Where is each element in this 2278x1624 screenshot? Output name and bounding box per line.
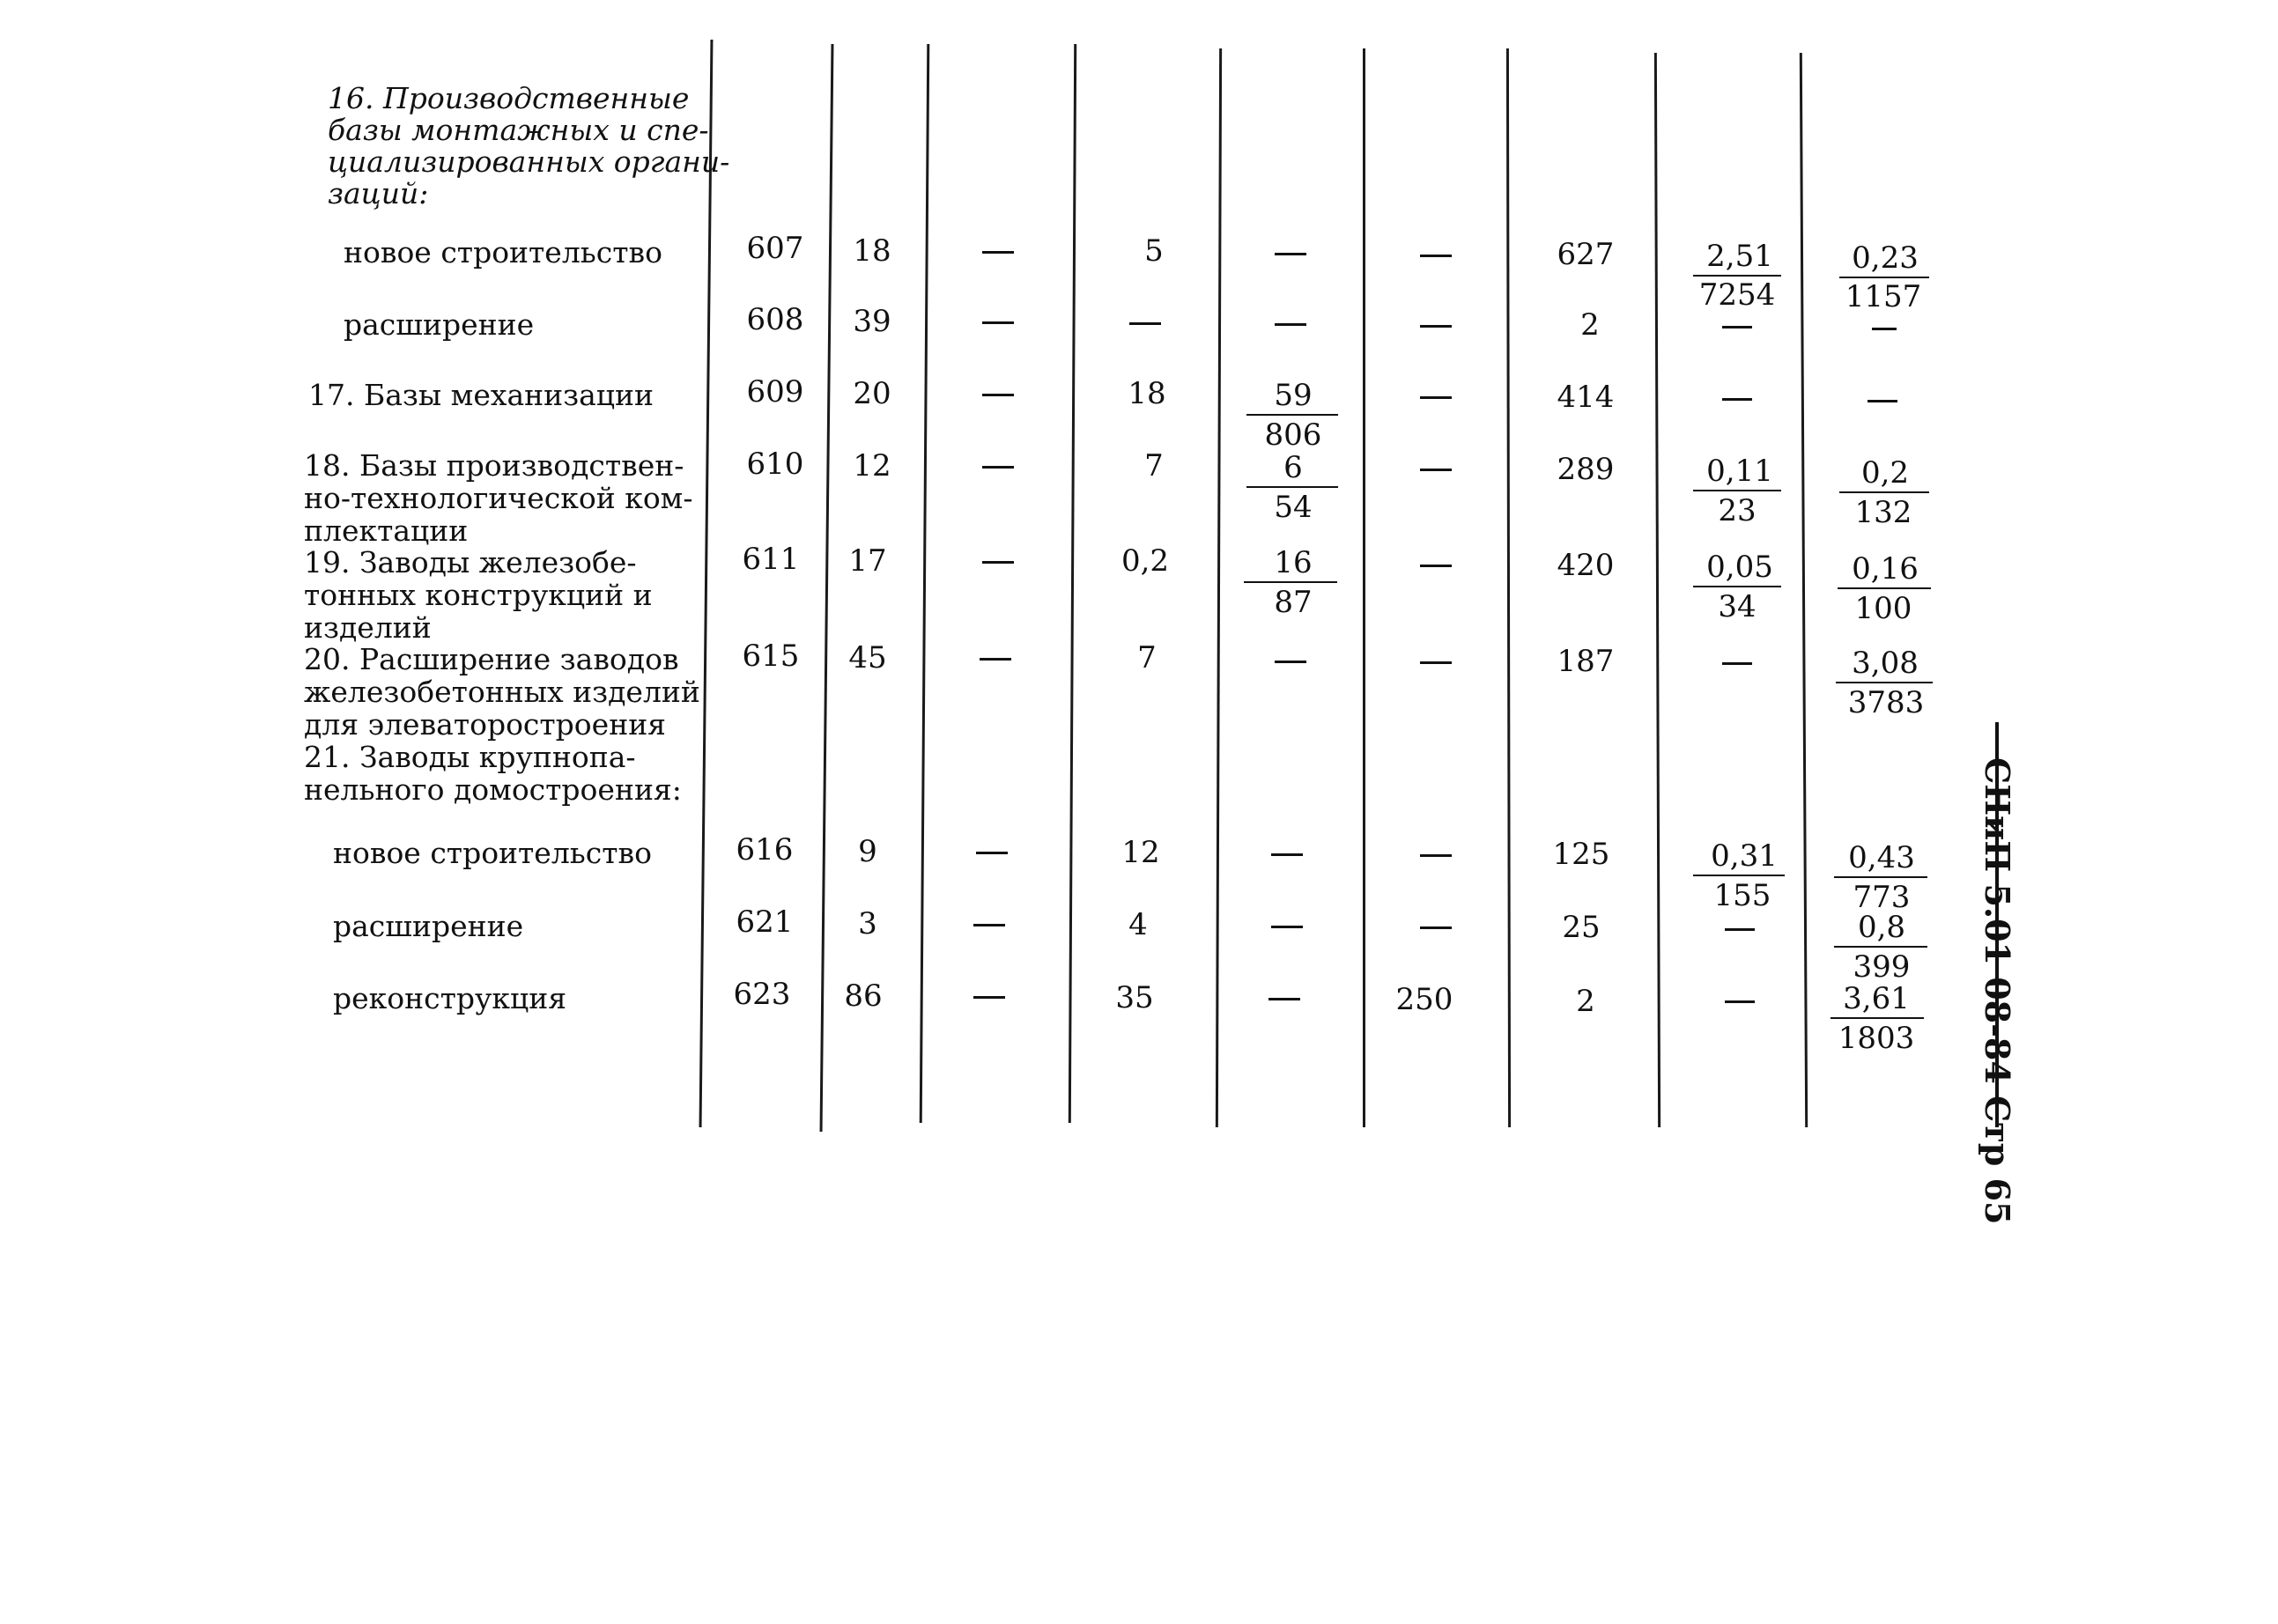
- row-19-label-line: тонных конструкций и: [304, 578, 653, 612]
- row-21a-label: новое строительство: [333, 836, 652, 870]
- fraction-bar: [1834, 876, 1927, 878]
- fraction-denominator: 23: [1718, 493, 1757, 528]
- column-rule: [699, 40, 714, 1127]
- empty-dash: [976, 852, 1008, 854]
- code-cell: 609: [746, 374, 804, 410]
- code-cell: 623: [733, 977, 791, 1012]
- fraction-bar: [1839, 277, 1929, 278]
- empty-dash: [1275, 253, 1306, 255]
- fraction-numerator: 0,23: [1852, 240, 1919, 276]
- fraction-denominator: 399: [1853, 949, 1911, 985]
- row-19-label-line: 19. Заводы железобе-: [304, 545, 637, 579]
- empty-dash: [1722, 662, 1752, 665]
- row-16b-label: расширение: [344, 307, 535, 342]
- fraction-numerator: 0,11: [1706, 454, 1773, 489]
- fraction-bar: [1836, 682, 1933, 683]
- empty-dash: [973, 996, 1005, 999]
- value-cell: 627: [1557, 237, 1615, 272]
- value-cell: 12: [853, 448, 891, 484]
- column-rule: [1069, 44, 1076, 1123]
- value-cell: 414: [1557, 380, 1615, 415]
- value-cell: 12: [1121, 835, 1160, 870]
- row-17-label: 17. Базы механизации: [308, 378, 655, 412]
- column-rule: [1216, 48, 1222, 1127]
- empty-dash: [1271, 853, 1303, 856]
- fraction-numerator: 16: [1274, 545, 1313, 580]
- empty-dash: [1420, 396, 1452, 399]
- empty-dash: [1420, 255, 1452, 257]
- value-cell: 18: [853, 233, 891, 269]
- code-cell: 611: [742, 542, 800, 577]
- value-cell: 17: [848, 543, 887, 579]
- fraction-bar: [1246, 414, 1338, 416]
- fraction-numerator: 0,8: [1857, 910, 1906, 945]
- fraction-numerator: 6: [1283, 450, 1303, 485]
- column-rule: [1800, 53, 1808, 1127]
- fraction-bar: [1693, 586, 1781, 587]
- row-16-label-line: циализированных органи-: [328, 144, 730, 179]
- empty-dash: [982, 394, 1014, 396]
- fraction-denominator: 773: [1853, 880, 1911, 915]
- empty-dash: [1420, 854, 1452, 857]
- value-cell: 187: [1557, 644, 1615, 679]
- code-cell: 621: [736, 904, 794, 940]
- row-21c-label: реконструкция: [333, 981, 567, 1015]
- empty-dash: [1129, 322, 1161, 325]
- empty-dash: [1868, 400, 1897, 402]
- value-cell: 25: [1562, 910, 1601, 945]
- fraction-denominator: 132: [1854, 495, 1912, 530]
- empty-dash: [973, 924, 1005, 926]
- row-18-label-line: но-технологической ком-: [304, 481, 693, 515]
- code-cell: 615: [742, 639, 800, 674]
- empty-dash: [1420, 565, 1452, 567]
- empty-dash: [1420, 325, 1452, 328]
- empty-dash: [1722, 398, 1752, 401]
- empty-dash: [1275, 323, 1306, 326]
- fraction-numerator: 3,61: [1843, 981, 1910, 1016]
- fraction-denominator: 87: [1274, 585, 1313, 620]
- column-rule: [1363, 48, 1365, 1127]
- empty-dash: [1268, 998, 1300, 1000]
- fraction-numerator: 0,05: [1706, 550, 1773, 585]
- value-cell: 3: [858, 906, 877, 941]
- column-rule: [820, 44, 834, 1132]
- fraction-bar: [1244, 581, 1337, 583]
- fraction-denominator: 100: [1854, 591, 1912, 626]
- value-cell: 5: [1144, 233, 1164, 269]
- empty-dash: [1420, 661, 1452, 664]
- side-header: СНиП 5.01 08-84 Стр 65: [1978, 757, 2017, 1225]
- fraction-numerator: 59: [1274, 378, 1313, 413]
- fraction-denominator: 7254: [1698, 277, 1776, 313]
- value-cell: 0,2: [1121, 543, 1170, 579]
- value-cell: 125: [1552, 837, 1610, 872]
- empty-dash: [1725, 1000, 1755, 1003]
- fraction-bar: [1839, 491, 1929, 493]
- value-cell: 7: [1144, 448, 1164, 484]
- column-rule: [1654, 53, 1660, 1127]
- row-18-label-line: 18. Базы производствен-: [304, 448, 684, 483]
- row-20-label-line: 20. Расширение заводов: [304, 642, 679, 676]
- value-cell: 9: [858, 834, 877, 869]
- row-20-label-line: железобетонных изделий: [304, 675, 700, 709]
- fraction-denominator: 806: [1264, 417, 1322, 453]
- fraction-denominator: 34: [1718, 589, 1757, 624]
- empty-dash: [1420, 926, 1452, 929]
- code-cell: 608: [746, 302, 804, 337]
- fraction-bar: [1246, 486, 1338, 488]
- value-cell: 250: [1395, 982, 1453, 1017]
- row-20-label-line: для элеваторостроения: [304, 707, 667, 742]
- fraction-bar: [1838, 587, 1931, 589]
- row-21-label-line: нельного домостроения:: [304, 772, 682, 807]
- fraction-denominator: 3783: [1847, 685, 1925, 720]
- fraction-denominator: 1157: [1845, 279, 1922, 314]
- value-cell: 45: [848, 640, 887, 675]
- row-16a-label: новое строительство: [344, 235, 662, 269]
- value-cell: 18: [1128, 376, 1166, 411]
- empty-dash: [1275, 661, 1306, 663]
- code-cell: 616: [736, 832, 794, 867]
- value-cell: 2: [1580, 307, 1600, 343]
- fraction-numerator: 0,31: [1711, 838, 1778, 874]
- empty-dash: [982, 251, 1014, 254]
- value-cell: 39: [853, 304, 891, 339]
- empty-dash: [1722, 326, 1752, 328]
- empty-dash: [980, 658, 1011, 661]
- value-cell: 289: [1557, 452, 1615, 487]
- value-cell: 20: [853, 376, 891, 411]
- column-rule: [1506, 48, 1511, 1127]
- value-cell: 35: [1115, 980, 1154, 1015]
- value-cell: 4: [1128, 907, 1148, 942]
- empty-dash: [982, 466, 1014, 469]
- row-21b-label: расширение: [333, 909, 524, 943]
- row-16-label-line: базы монтажных и спе-: [328, 113, 709, 147]
- empty-dash: [982, 561, 1014, 564]
- empty-dash: [1271, 926, 1303, 928]
- fraction-bar: [1693, 275, 1781, 277]
- empty-dash: [1420, 469, 1452, 471]
- row-21-label-line: 21. Заводы крупнопа-: [304, 740, 636, 774]
- row-19-label-line: изделий: [304, 610, 432, 645]
- column-rule: [920, 44, 930, 1123]
- fraction-bar: [1693, 490, 1781, 491]
- empty-dash: [982, 321, 1014, 324]
- value-cell: 86: [844, 978, 883, 1014]
- fraction-numerator: 0,43: [1848, 840, 1915, 875]
- fraction-numerator: 0,16: [1852, 551, 1919, 587]
- value-cell: 420: [1557, 548, 1615, 583]
- fraction-bar: [1831, 1017, 1924, 1019]
- fraction-bar: [1834, 946, 1927, 948]
- empty-dash: [1725, 928, 1755, 931]
- row-18-label-line: плектации: [304, 513, 469, 548]
- code-cell: 610: [746, 447, 804, 482]
- value-cell: 2: [1576, 984, 1595, 1019]
- value-cell: 7: [1137, 640, 1157, 675]
- fraction-denominator: 155: [1713, 878, 1771, 913]
- fraction-numerator: 2,51: [1706, 239, 1773, 274]
- fraction-denominator: 1803: [1838, 1021, 1915, 1056]
- code-cell: 607: [746, 231, 804, 266]
- empty-dash: [1872, 328, 1897, 330]
- row-16-label-line: 16. Производственные: [328, 81, 690, 115]
- fraction-numerator: 3,08: [1852, 646, 1919, 681]
- fraction-numerator: 0,2: [1860, 455, 1910, 491]
- row-16-label-line: заций:: [328, 176, 429, 210]
- fraction-bar: [1693, 875, 1785, 876]
- fraction-denominator: 54: [1274, 490, 1313, 525]
